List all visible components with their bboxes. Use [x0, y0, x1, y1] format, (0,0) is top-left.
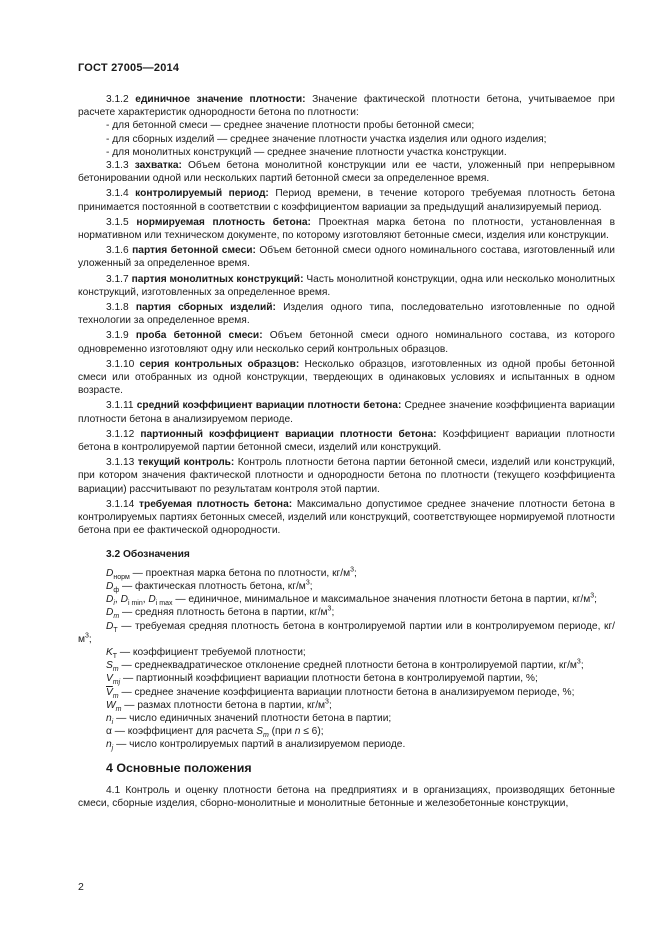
- definition-3-1-7: 3.1.7 партия монолитных конструкций: Часть монолитной конструкции, одна или несколько монолитных конструкций, изготовленных за определенное время.: [78, 273, 615, 298]
- symbol-w-m: $W_m$ — размах плотности бетона в партии, $кг/м^3$;: [106, 698, 332, 713]
- symbol-k-t: $K_T$ — коэффициент требуемой плотности;: [106, 646, 306, 660]
- symbol-d-t: $D_T$ — требуемая средняя плотность бетона в контролируемой партии или в контролируемом периоде, $кг/м^3$;: [78, 620, 615, 645]
- definition-3-1-9: 3.1.9 проба бетонной смеси: Объем бетонной смеси одного номинального состава, из которого одновременно изготовляют одну или несколько серий контрольных образцов.: [78, 330, 615, 355]
- symbol-d-f: $D_ф$ — фактическая плотность бетона, $кг/м^3$;: [106, 579, 313, 594]
- definition-3-1-14: 3.1.14 требуемая плотность бетона: Максимально допустимое среднее значение плотности бетона в контролируемых партиях бетонных смесей, изделий или конструкций, соответствующее нормируемой плотности бетона при ее фактической однородности.: [78, 498, 615, 537]
- dash-item: - для сборных изделий — среднее значение плотности участка изделия или одного изделия;: [106, 133, 547, 145]
- symbol-alpha: α — коэффициент для расчета $S_m$ (при n ≤ 6);: [106, 726, 324, 740]
- page-content: [78, 93, 615, 810]
- symbol-n-j: $n_j$ — число контролируемых партий в анализируемом периоде.: [106, 739, 406, 753]
- symbol-v-mj: $V_{mj}$ — партионный коэффициент вариации плотности бетона в контролируемой партии, %;: [106, 673, 538, 687]
- definition-3-1-5: 3.1.5 нормируемая плотность бетона: Проектная марка бетона по плотности, установленная в нормативном или техническом документе, по которому изготовляют бетонные смеси, изделия или конструкции.: [78, 216, 615, 242]
- section-4-heading: 4 Основные положения: [106, 760, 252, 775]
- definition-3-1-10: 3.1.10 серия контрольных образцов: Несколько образцов, изготовленных из одной пробы бетонной смеси или отобранных из одной конструкции, твердеющих в одинаковых условиях и испытанных в одном возрасте.: [78, 358, 615, 397]
- symbol-v-m-mean: $\overline{V}_m$ — среднее значение коэффициента вариации плотности бетона в анализируемом периоде, %;: [106, 686, 575, 700]
- definition-3-1-12: 3.1.12 партионный коэффициент вариации плотности бетона: Коэффициент вариации плотности бетона в контролируемой партии бетонной смеси, изделий или конструкций.: [78, 428, 615, 454]
- standard-header: ГОСТ 27005—2014: [78, 62, 180, 74]
- definition-3-1-2: 3.1.2 единичное значение плотности: Значение фактической плотности бетона, учитываемое при расчете характеристик однородности бетона по плотности:: [78, 94, 615, 119]
- symbols-heading: 3.2 Обозначения: [106, 548, 190, 560]
- paragraph-4-1: 4.1 Контроль и оценку плотности бетона на предприятиях и в организациях, производящих бетонные смеси, сборные изделия, сборно-монолитные и монолитные бетонные и железобетонные конструкции,: [78, 784, 615, 809]
- definition-3-1-4: 3.1.4 контролируемый период: Период времени, в течение которого требуемая плотность бетона принимается постоянной в соответствии с коэффициентом вариации за предыдущий анализируемый период.: [78, 188, 615, 213]
- dash-item: - для бетонной смеси — среднее значение плотности пробы бетонной смеси;: [106, 120, 475, 132]
- dash-item: - для монолитных конструкций — среднее значение плотности участка конструкции.: [106, 146, 507, 158]
- definition-3-1-13: 3.1.13 текущий контроль: Контроль плотности бетона партии бетонной смеси, изделий или конструкций, при котором значения фактической плотности и однородности бетона по плотности (текущего коэффициента вариации) рассчитывают по результатам контроля этой партии.: [78, 457, 615, 495]
- definition-3-1-8: 3.1.8 партия сборных изделий: Изделия одного типа, последовательно изготовленные по одной технологии за определенное время.: [78, 302, 615, 327]
- definition-3-1-11: 3.1.11 средний коэффициент вариации плотности бетона: Среднее значение коэффициента вариации плотности бетона в анализируемом периоде.: [78, 400, 615, 425]
- definition-3-1-6: 3.1.6 партия бетонной смеси: Объем бетонной смеси одного номинального состава, изготовленный или уложенный за определенное время.: [78, 245, 615, 270]
- symbol-n-i: $n_i$ — число единичных значений плотности бетона в партии;: [106, 712, 392, 726]
- symbol-d-i: $D_i$, $D_{i min}$, $D_{i max}$ — единичное, минимальное и максимальное значения плотности бетона в партии, $кг/м^3$;: [106, 592, 597, 608]
- symbol-s-m: $S_m$ — среднеквадратическое отклонение средней плотности бетона в контролируемой партии, $кг/м^3$;: [106, 658, 584, 674]
- page-number: 2: [78, 881, 84, 893]
- definition-3-1-3: 3.1.3 захватка: Объем бетона монолитной конструкции или ее части, уложенный при непрерывном бетонировании одной или нескольких партий бетонной смеси за определенное время.: [78, 160, 615, 185]
- symbol-d-m: $D_m$ — средняя плотность бетона в партии, $кг/м^3$;: [106, 605, 335, 621]
- symbol-d-norm: $D_{норм}$ — проектная марка бетона по плотности, $кг/м^3$;: [106, 566, 357, 581]
